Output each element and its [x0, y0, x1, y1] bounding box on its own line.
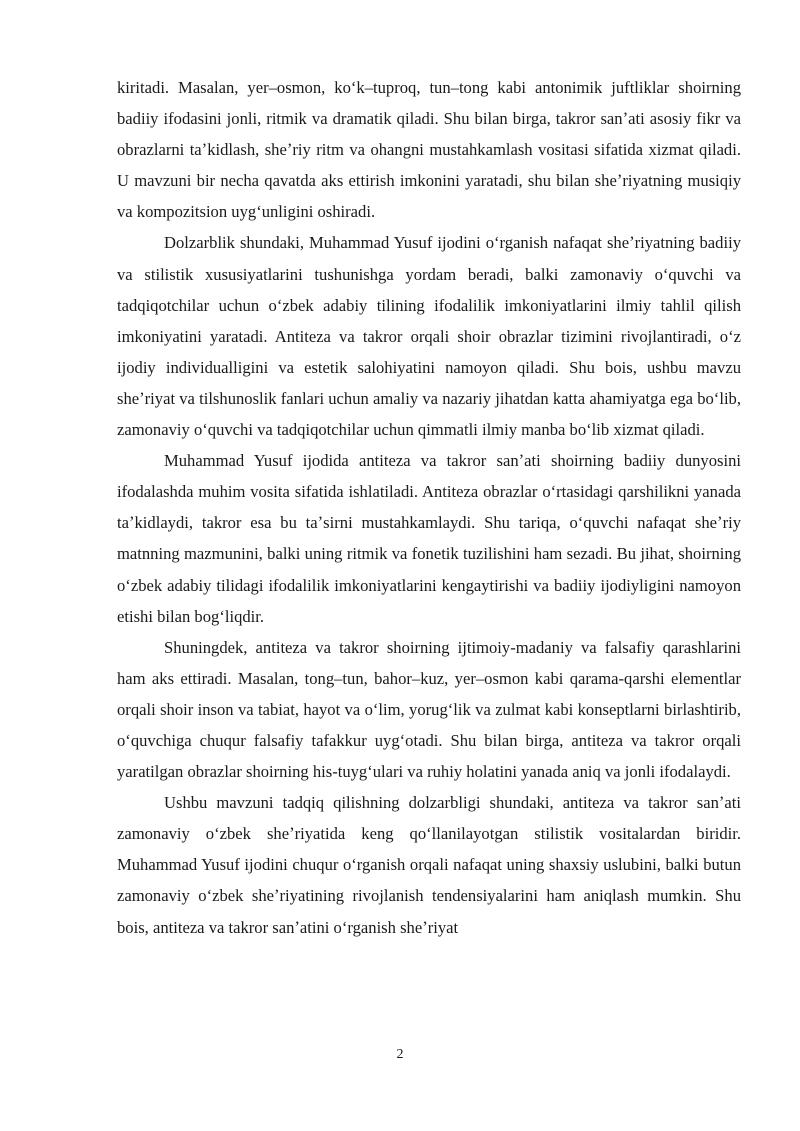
paragraph-continuation: kiritadi. Masalan, yer–osmon, koʻk–tuproq, tun–tong kabi antonimik juftliklar shoirning badiiy ifodasini jonli, ritmik va dramatik qiladi. Shu bilan birga, takror sanʼati asosiy fikr va obrazlarni taʼkidlash, sheʼriy ritm va ohangni mustahkamlash vositasi sifatida xizmat qiladi. U mavzuni bir necha qavatda aks ettirish imkonini yaratadi, shu bilan sheʼriyatning musiqiy va kompozitsion uygʻunligini oshiradi.	[117, 78, 741, 222]
paragraph-philosophical-views: Shuningdek, antiteza va takror shoirning ijtimoiy-madaniy va falsafiy qarashlarini ham aks ettiradi. Masalan, tong–tun, bahor–kuz, yer–osmon kabi qarama-qarshi elementlar orqali shoir inson va tabiat, hayot va oʻlim, yorugʻlik va zulmat kabi konseptlarni birlashtirib, oʻquvchiga chuqur falsafiy tafakkur uygʻotadi. Shu bilan birga, antiteza va takror orqali yaratilgan obrazlar shoirning his-tuygʻulari va ruhiy holatini yanada aniq va jonli ifodalaydi.	[117, 637, 741, 782]
paragraph-antithesis-usage: Muhammad Yusuf ijodida antiteza va takror sanʼati shoirning badiiy dunyosini ifodalashda muhim vosita sifatida ishlatiladi. Antiteza obrazlar oʻrtasidagi qarshilikni yanada taʼkidlaydi, takror esa bu taʼsirni mustahkamlaydi. Shu tariqa, oʻquvchi nafaqat sheʼriy matnning mazmunini, balki uning ritmik va fonetik tuzilishini ham sezadi. Bu jihat, shoirning oʻzbek adabiy tilidagi ifodalilik imkoniyatlarini kengaytirishi va badiiy ijodiyligini namoyon etishi bilan bogʻliqdir.	[117, 451, 741, 626]
paragraph-research-relevance: Ushbu mavzuni tadqiq qilishning dolzarbligi shundaki, antiteza va takror sanʼati zamonaviy oʻzbek sheʼriyatida keng qoʻllanilayotgan stilistik vositalardan biridir. Muhammad Yusuf ijodini chuqur oʻrganish orqali nafaqat uning shaxsiy uslubini, balki butun zamonaviy oʻzbek sheʼriyatining rivojlanish tendensiyalarini ham aniqlash mumkin. Shu bois, antiteza va takror sanʼatini oʻrganish sheʼriyat	[117, 793, 741, 937]
page-number: 2	[396, 1047, 404, 1062]
paragraph-relevance: Dolzarblik shundaki, Muhammad Yusuf ijodini oʻrganish nafaqat sheʼriyatning badiiy va stilistik xususiyatlarini tushunishga yordam beradi, balki zamonaviy oʻquvchi va tadqiqotchilar uchun oʻzbek adabiy tilining ifodalilik imkoniyatlarini ilmiy tahlil qilish imkoniyatini yaratadi. Antiteza va takror orqali shoir obrazlar tizimini rivojlantiradi, oʻz ijodiy individualligini va estetik salohiyatini namoyon qiladi. Shu bois, ushbu mavzu sheʼriyat va tilshunoslik fanlari uchun amaliy va nazariy jihatdan katta ahamiyatga ega boʻlib, zamonaviy oʻquvchi va tadqiqotchilar uchun qimmatli ilmiy manba boʻlib xizmat qiladi.	[117, 233, 741, 440]
body-text	[117, 72, 741, 943]
